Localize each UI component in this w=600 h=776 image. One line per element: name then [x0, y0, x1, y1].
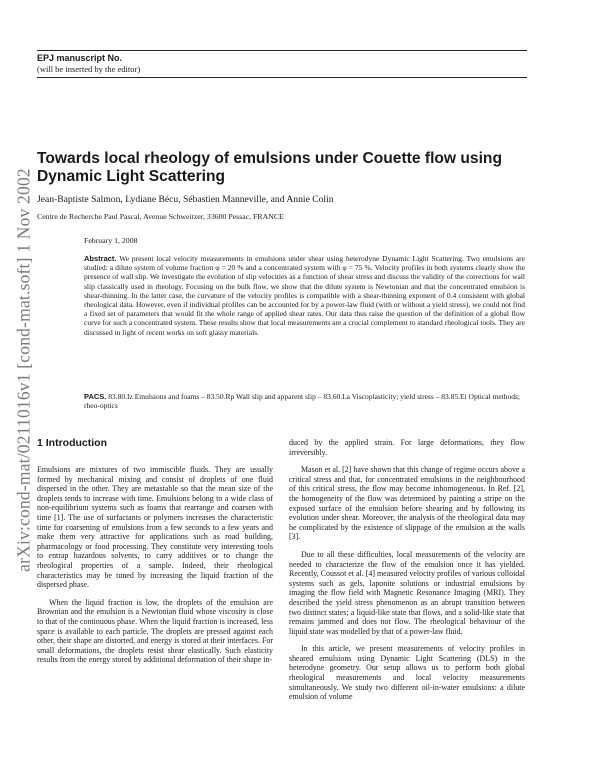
abstract-label: Abstract. [84, 254, 117, 263]
paper-date: February 1, 2008 [84, 236, 138, 245]
journal-header [37, 50, 527, 78]
right-column [289, 438, 525, 702]
affiliation: Centre de Recherche Paul Pascal, Avenue Schweitzer, 33600 Pessac, FRANCE [37, 212, 284, 221]
abstract [84, 254, 525, 337]
editor-note: (will be inserted by the editor) [37, 64, 141, 74]
paragraph: Emulsions are mixtures of two immiscible fluids. They are usually formed by mechanical mixing and consist of droplets of one fluid dispersed in the other. They are metastable so that the mean size of the droplets tends to increase with time. Emulsions belong to a wide class of non-equilibrium systems such as foams that rearrange and coarsen with time [1]. The use of surfactants or polymers increases the characteristic time for coarsening of emulsions from a few seconds to a few years and make them very attractive for applications such as road building, pharmacology or food processing. They constitute very interesting tools to entrap hazardous solvents, to carry additives or to change the rheological properties of a sample. Indeed, their rheological characteristics may be tuned by increasing the liquid fraction of the dispersed phase. [37, 465, 273, 590]
author-list: Jean-Baptiste Salmon, Lydiane Bécu, Sébastien Manneville, and Annie Colin [37, 194, 334, 205]
abstract-text: We present local velocity measurements in emulsions under shear using heterodyne Dynamic Light Scattering. Two emulsions are studied: a dilute system of volume fraction φ = 20 % and a concentrated system with φ = 75 %. Velocity profiles in both systems clearly show the presence of wall slip. We investigate the evolution of slip velocities as a function of shear stress and discuss the validity of the corrections for wall slip classically used in rheology. Focusing on the bulk flow, we show that the dilute system is Newtonian and that the concentrated emulsion is shear-thinning. In the latter case, the curvature of the velocity profiles is compatible with a shear-thinning exponent of 0.4 consistent with global rheological data. However, even if individual profiles can be accounted for by a power-law fluid (with or without a yield stress), we could not find a fixed set of parameters that would fit the whole range of applied shear rates. Our data thus raise the question of the definition of a global flow curve for such a concentrated system. These results show that local measurements are a crucial complement to standard rheological tools. They are discussed in light of recent works on soft glassy materials. [84, 254, 525, 337]
arxiv-sidebar [13, 150, 35, 590]
paragraph: When the liquid fraction is low, the droplets of the emulsion are Brownian and the emulsion is a Newtonian fluid whose viscosity is close to that of the continuous phase. When the liquid fraction is increased, less space is available to each particle. The droplets are pressed against each other, their shape are distorted, and energy is stored at their interfaces. For small deformations, the droplets resist shear elastically. Such elasticity results from the energy stored by additional deformation of their shape in- [37, 597, 273, 665]
section-heading: 1 Introduction [37, 437, 107, 449]
paragraph: Due to all these difficulties, local measurements of the velocity are needed to characterize the flow of the emulsion once it has yielded. Recently, Coussot et al. [4] measured velocity profiles of various colloidal systems such as gels, laponite solutions or industrial emulsions by imaging the flow field with Magnetic Resonance Imaging (MRI). They described the yield stress phenomenon as an abrupt transition between two distinct states; a liquid-like state that flows, and a solid-like state that remains jammed and does not flow. The rheological behaviour of the liquid state was modelled by that of a power-law fluid. [289, 549, 525, 636]
arxiv-identifier: arXiv:cond-mat/0211016v1 [cond-mat.soft] 1 Nov 2002 [13, 168, 34, 572]
paper-title: Towards local rheology of emulsions under Couette flow using Dynamic Light Scattering [37, 150, 502, 185]
paragraph: duced by the applied strain. For large deformations, they flow irreversibly. [289, 438, 525, 457]
pacs-label: PACS. [84, 392, 107, 401]
paragraph: In this article, we present measurements of velocity profiles in sheared emulsions using Dynamic Light Scattering (DLS) in the heterodyne geometry. Our setup allows us to perform both global rheological measurements and local velocity measurements simultaneously. We study two different oil-in-water emulsions: a dilute emulsion of volume [289, 644, 525, 702]
pacs-codes [84, 392, 525, 411]
pacs-text: 83.80.Iz Emulsions and foams – 83.50.Rp Wall slip and apparent slip – 83.60.La Viscoplasticity; yield stress – 83.85.Ei Optical methods; rheo-optics [84, 392, 520, 411]
left-column [37, 465, 273, 665]
journal-name: EPJ manuscript No. [37, 53, 123, 63]
paragraph: Mason et al. [2] have shown that this change of regime occurs above a critical stress and that, for concentrated emulsions in the neighbourhood of this critical stress, the flow may become inhomogeneous. In Ref. [2], the homogeneity of the flow was determined by painting a stripe on the exposed surface of the emulsion before shearing and by following its evolution under shear. Moreover, the analysis of the rheological data may be complicated by the existence of slippage of the emulsion at the walls [3]. [289, 465, 525, 542]
